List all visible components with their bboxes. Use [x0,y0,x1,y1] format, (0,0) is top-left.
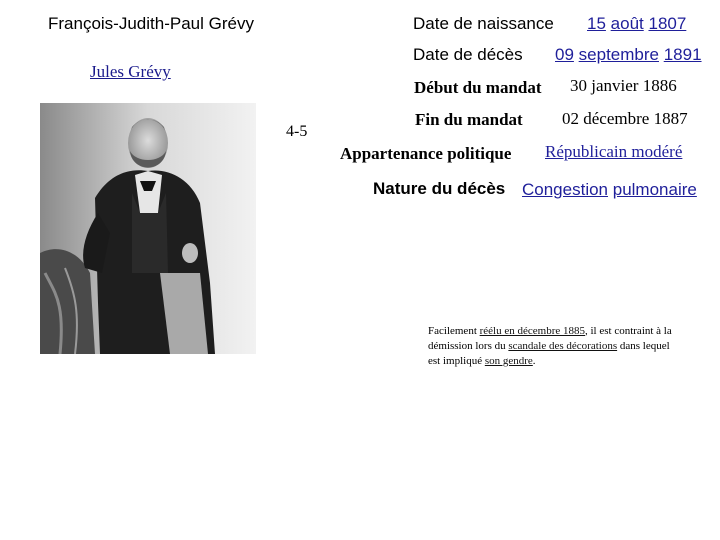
portrait-photo [40,103,256,354]
death-cause-link-1[interactable]: Congestion [522,180,609,199]
birth-label: Date de naissance [413,14,554,33]
death-cause-label: Nature du décès [373,179,506,198]
death-cause-link-2[interactable]: pulmonaire [612,180,697,199]
death-day-link[interactable]: 09 [555,45,574,64]
party-link[interactable]: Républicain modéré [545,142,683,161]
son-in-law-link[interactable]: son gendre [484,355,533,367]
term-end-label: Fin du mandat [415,110,523,129]
full-name: François-Judith-Paul Grévy [48,14,254,33]
term-number: 4-5 [286,123,308,140]
term-start-label: Début du mandat [414,78,542,97]
term-start-value: 30 janvier 1886 [570,76,677,95]
term-end-value: 02 décembre 1887 [562,109,688,128]
death-label: Date de décès [413,45,523,64]
death-year-link[interactable]: 1891 [663,45,702,64]
paragraph-text-1: Facilement [428,325,480,337]
paragraph-text-2: , il est contraint à la démission lors du [428,325,672,352]
birth-month-link[interactable]: août [610,14,644,33]
portrait-image [40,103,256,354]
birth-year-link[interactable]: 1807 [648,14,687,33]
paragraph-text-4: . [532,355,536,367]
summary-paragraph [428,324,678,369]
birth-date [587,14,686,34]
reelection-link[interactable]: réélu en décembre 1885 [479,325,585,337]
party-label: Appartenance politique [340,144,512,163]
name-link[interactable]: Jules Grévy [90,62,171,81]
paragraph-text-3: dans lequel est impliqué [428,340,670,367]
death-cause-value [522,180,697,200]
decorations-scandal-link[interactable]: scandale des décorations [508,340,618,352]
death-month-link[interactable]: septembre [578,45,659,64]
death-date [555,45,702,65]
birth-day-link[interactable]: 15 [587,14,606,33]
